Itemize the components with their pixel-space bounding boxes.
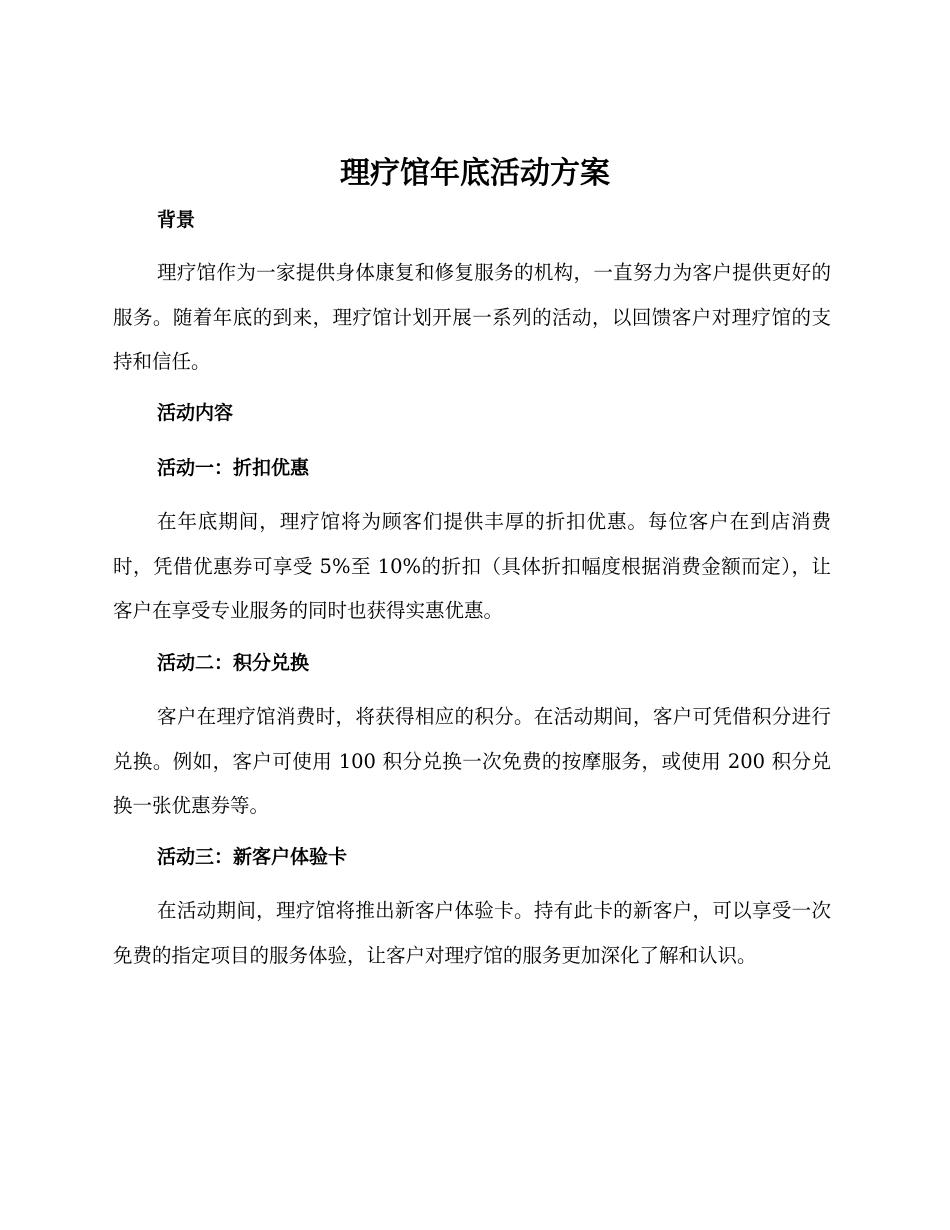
section-heading-activity-content: 活动内容 xyxy=(157,402,234,424)
section-heading-activity-1: 活动一：折扣优惠 xyxy=(157,457,310,479)
section-paragraph-activity-3: 在活动期间，理疗馆将推出新客户体验卡。持有此卡的新客户，可以享受一次免费的指定项目的服务体验，让客户对理疗馆的服务更加深化了解和认识。 xyxy=(113,899,831,967)
section-heading-activity-2: 活动二：积分兑换 xyxy=(157,652,310,674)
section-paragraph-activity-2: 客户在理疗馆消费时，将获得相应的积分。在活动期间，客户可凭借积分进行兑换。例如，客户可使用 100 积分兑换一次免费的按摩服务，或使用 200 积分兑换一张优惠券等。 xyxy=(113,705,831,818)
document-title: 理疗馆年底活动方案 xyxy=(340,156,610,191)
section-paragraph-background: 理疗馆作为一家提供身体康复和修复服务的机构，一直努力为客户提供更好的服务。随着年底的到来，理疗馆计划开展一系列的活动，以回馈客户对理疗馆的支持和信任。 xyxy=(113,261,831,374)
section-paragraph-activity-1: 在年底期间，理疗馆将为顾客们提供丰厚的折扣优惠。每位客户在到店消费时，凭借优惠券可享受 5%至 10%的折扣（具体折扣幅度根据消费金额而定），让客户在享受专业服务的同时也获得实惠优惠。 xyxy=(113,510,831,623)
section-heading-background: 背景 xyxy=(157,209,196,231)
section-heading-activity-3: 活动三：新客户体验卡 xyxy=(157,846,348,868)
